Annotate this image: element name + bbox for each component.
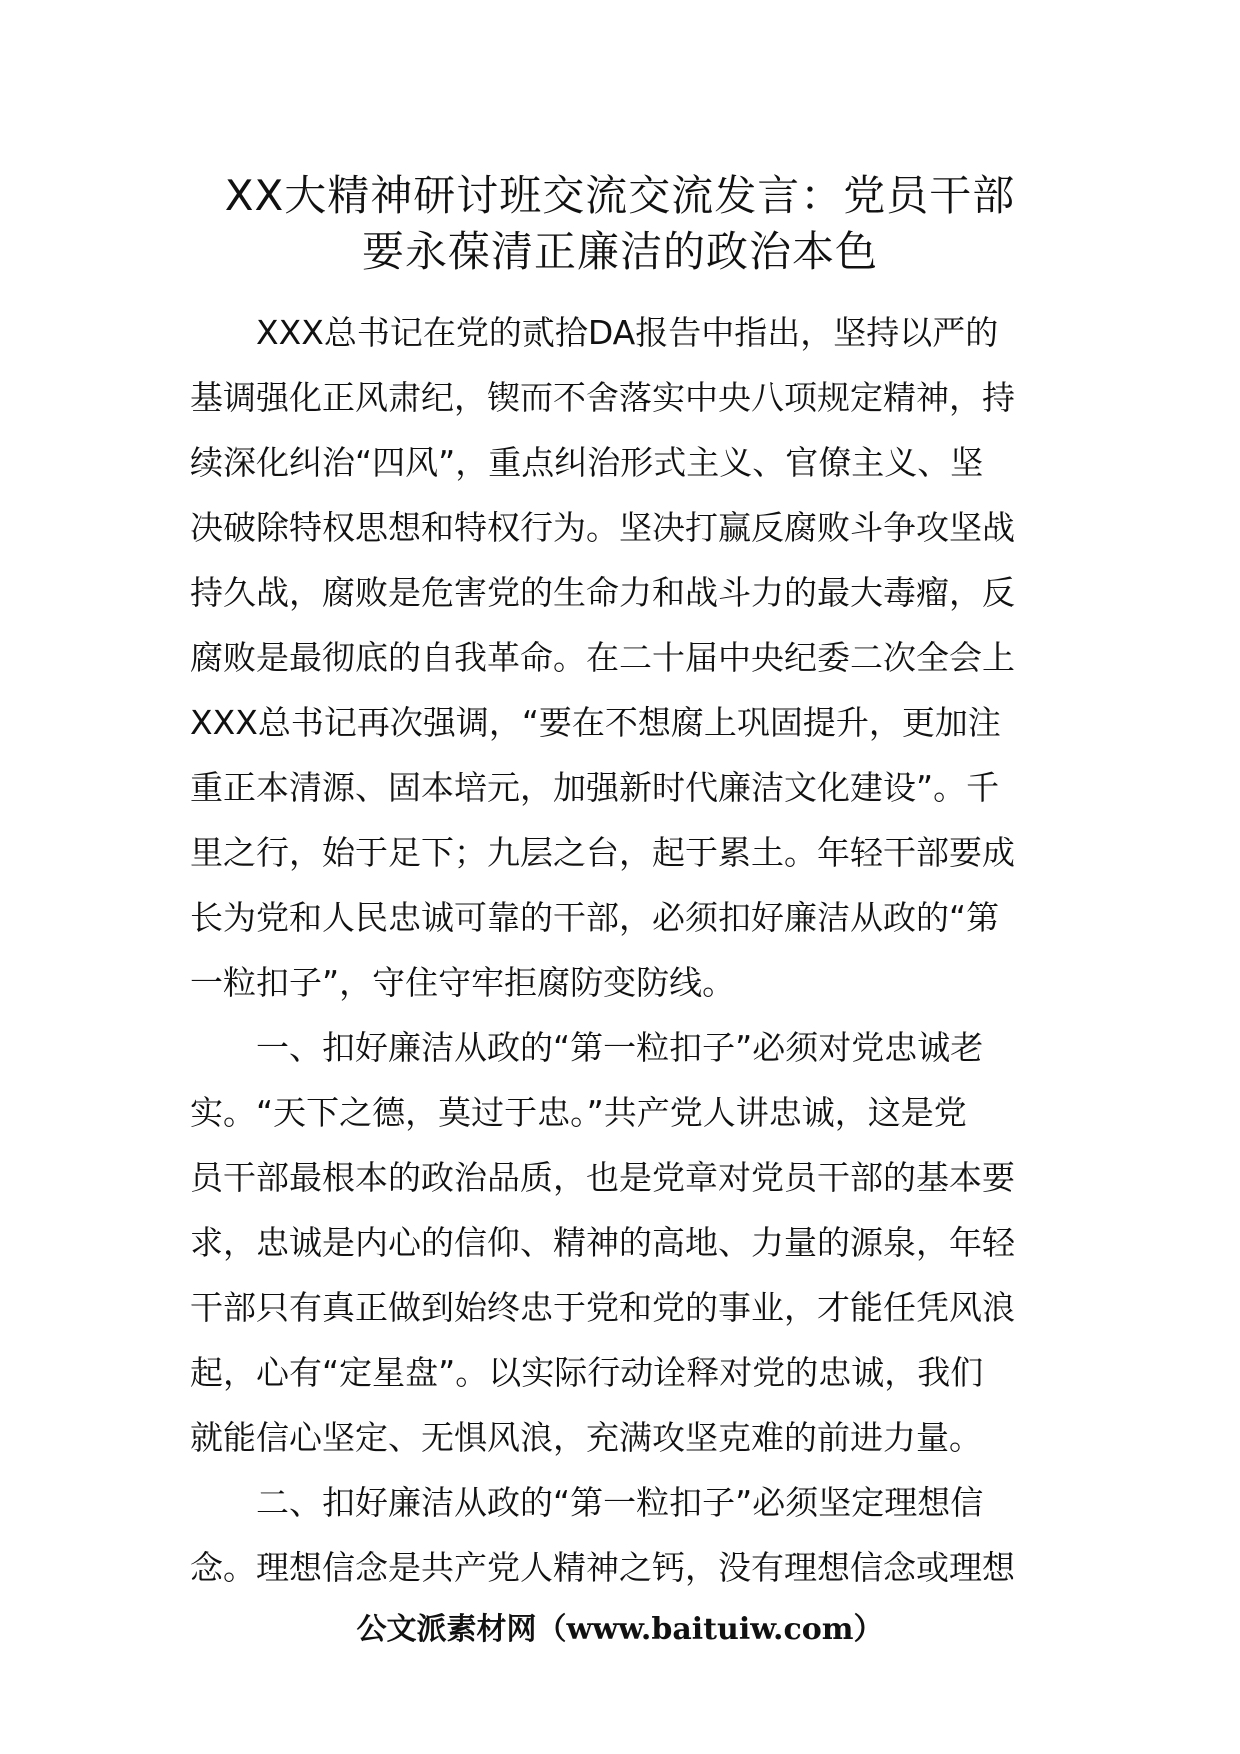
paragraph-section-1 <box>190 1015 1055 1470</box>
text-line: 就能信心坚定、无惧风浪，充满攻坚克难的前进力量。 <box>190 1418 982 1457</box>
text-line: XXX总书记再次强调，“要在不想腐上巩固提升，更加注 <box>190 703 1001 742</box>
text-line: 决破除特权思想和特权行为。坚决打赢反腐败斗争攻坚战 <box>190 508 1015 547</box>
text-line: XXX总书记在党的贰拾DA报告中指出，坚持以严的 <box>256 313 999 352</box>
text-line: 里之行，始于足下；九层之台，起于累土。年轻干部要成 <box>190 833 1015 872</box>
document-title <box>150 168 1090 280</box>
text-line: 二、扣好廉洁从政的“第一粒扣子”必须坚定理想信 <box>256 1483 984 1522</box>
paragraph-intro <box>190 300 1055 1015</box>
text-line: 念。理想信念是共产党人精神之钙，没有理想信念或理想 <box>190 1548 1015 1587</box>
text-line: 长为党和人民忠诚可靠的干部，必须扣好廉洁从政的“第 <box>190 898 1000 937</box>
document-body <box>190 300 1055 1600</box>
text-line: 实。“天下之德，莫过于忠。”共产党人讲忠诚，这是党 <box>190 1093 967 1132</box>
text-line: 员干部最根本的政治品质，也是党章对党员干部的基本要 <box>190 1158 1015 1197</box>
text-line: 一、扣好廉洁从政的“第一粒扣子”必须对党忠诚老 <box>256 1028 984 1067</box>
text-line: 持久战，腐败是危害党的生命力和战斗力的最大毒瘤，反 <box>190 573 1015 612</box>
text-line: 求，忠诚是内心的信仰、精神的高地、力量的源泉，年轻 <box>190 1223 1015 1262</box>
text-line: 腐败是最彻底的自我革命。在二十届中央纪委二次全会上 <box>190 638 1015 677</box>
text-line: 续深化纠治“四风”，重点纠治形式主义、官僚主义、坚 <box>190 443 984 482</box>
title-line-1: XX大精神研讨班交流交流发言：党员干部 <box>224 171 1016 220</box>
paragraph-section-2 <box>190 1470 1055 1600</box>
footer-watermark: 公文派素材网（www.baituiw.com） <box>356 1612 884 1647</box>
text-line: 重正本清源、固本培元，加强新时代廉洁文化建设”。千 <box>190 768 1000 807</box>
text-line: 干部只有真正做到始终忠于党和党的事业，才能任凭风浪 <box>190 1288 1015 1327</box>
text-line: 起，心有“定星盘”。以实际行动诠释对党的忠诚，我们 <box>190 1353 984 1392</box>
text-line: 一粒扣子”，守住守牢拒腐防变防线。 <box>190 963 736 1002</box>
title-line-2: 要永葆清正廉洁的政治本色 <box>361 227 878 276</box>
text-line: 基调强化正风肃纪，锲而不舍落实中央八项规定精神，持 <box>190 378 1015 417</box>
